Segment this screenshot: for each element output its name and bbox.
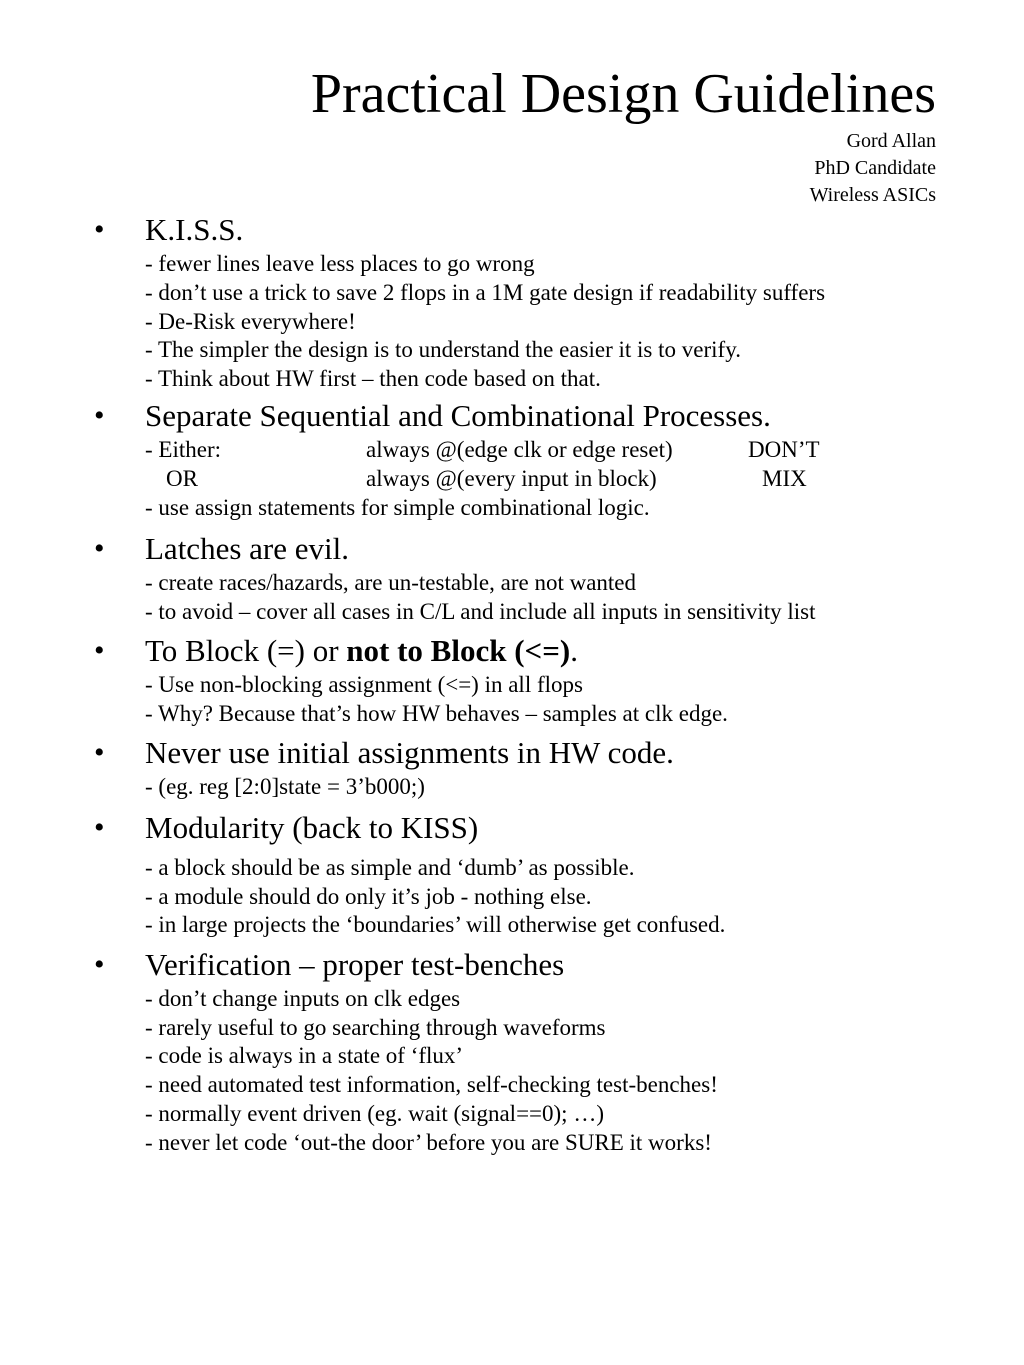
bullet-subline: - a module should do only it’s job - nothing else. — [145, 884, 592, 909]
heading-part: . — [570, 633, 578, 668]
bullet-marker: • — [94, 948, 105, 981]
author-role: PhD Candidate — [814, 157, 936, 179]
bullet-subline: - fewer lines leave less places to go wrong — [145, 251, 535, 276]
bullet-subline: - don’t use a trick to save 2 flops in a 1M gate design if readability suffers — [145, 280, 826, 305]
bullet-heading: Verification – proper test-benches — [145, 947, 565, 982]
row-label: OR — [166, 466, 198, 491]
bullet-subline: - normally event driven (eg. wait (signal==0); …) — [145, 1101, 604, 1126]
bullet-subline: - a block should be as simple and ‘dumb’ as possible. — [145, 855, 635, 880]
bullet-marker: • — [94, 736, 105, 769]
row-code: always @(every input in block) — [366, 466, 657, 491]
row-code: always @(edge clk or edge reset) — [366, 437, 673, 462]
bullet-marker: • — [94, 399, 105, 432]
author-name: Gord Allan — [846, 130, 936, 152]
bullet-heading: Latches are evil. — [145, 531, 349, 566]
bullet-subline: - in large projects the ‘boundaries’ will otherwise get confused. — [145, 912, 726, 937]
bullet-subline: - De-Risk everywhere! — [145, 309, 356, 334]
row-note: DON’T — [748, 437, 820, 462]
bullet-heading — [145, 633, 578, 669]
bullet-subline: - (eg. reg [2:0]state = 3’b000;) — [145, 774, 425, 799]
bullet-marker: • — [94, 532, 105, 565]
author-block — [810, 128, 936, 209]
bullet-heading: Modularity (back to KISS) — [145, 810, 479, 845]
heading-part: To Block (=) or — [145, 633, 347, 668]
bullet-subline: - don’t change inputs on clk edges — [145, 986, 461, 1011]
bullet-marker: • — [94, 213, 105, 246]
bullet-marker: • — [94, 634, 105, 667]
bullet-subline: - create races/hazards, are un-testable, are not wanted — [145, 570, 637, 595]
author-group: Wireless ASICs — [809, 184, 936, 206]
heading-emphasis: not to Block (<=) — [346, 633, 571, 668]
bullet-subline: - to avoid – cover all cases in C/L and include all inputs in sensitivity list — [145, 599, 816, 624]
row-note: MIX — [762, 466, 807, 491]
bullet-heading: K.I.S.S. — [145, 212, 244, 247]
row-label: - Either: — [145, 437, 221, 462]
bullet-subline: - need automated test information, self-checking test-benches! — [145, 1072, 718, 1097]
bullet-subline: - The simpler the design is to understand the easier it is to verify. — [145, 337, 741, 362]
bullet-subline: - code is always in a state of ‘flux’ — [145, 1043, 464, 1068]
bullet-subline: - never let code ‘out-the door’ before you are SURE it works! — [145, 1130, 712, 1155]
bullet-subline: - Think about HW first – then code based on that. — [145, 366, 601, 391]
bullet-subline: - use assign statements for simple combinational logic. — [145, 495, 650, 520]
bullet-heading: Never use initial assignments in HW code. — [145, 735, 674, 770]
bullet-marker: • — [94, 811, 105, 844]
bullet-subline: - rarely useful to go searching through waveforms — [145, 1015, 606, 1040]
bullet-heading: Separate Sequential and Combinational Processes. — [145, 398, 771, 433]
page-title: Practical Design Guidelines — [310, 63, 936, 125]
bullet-subline: - Use non-blocking assignment (<=) in all flops — [145, 672, 583, 697]
bullet-subline: - Why? Because that’s how HW behaves – samples at clk edge. — [145, 701, 728, 726]
